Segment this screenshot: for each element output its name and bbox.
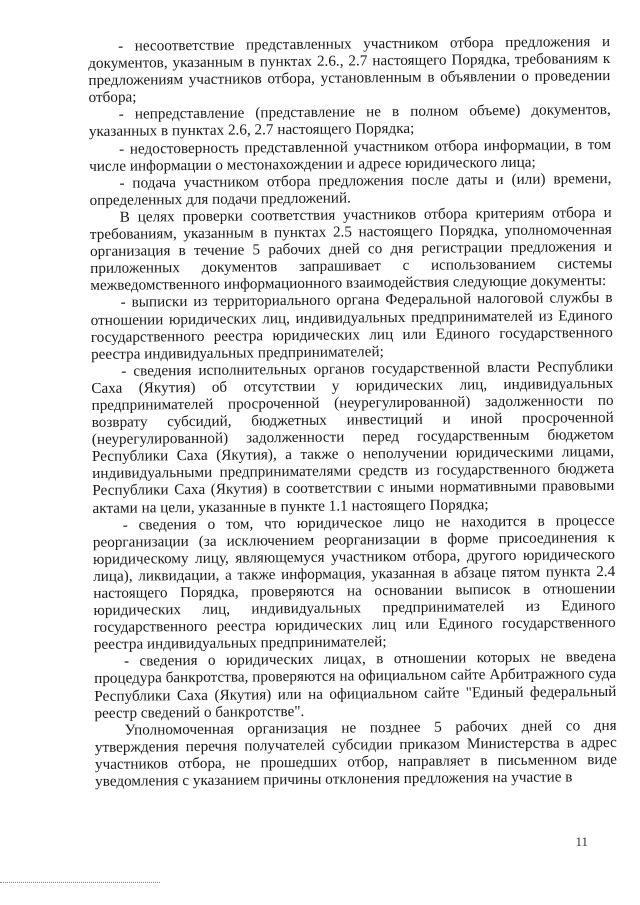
- paragraph: Уполномоченная организация не позднее 5 рабочих дней со дня утверждения перечня получателей субсидии приказом Министерства в адрес участников отбора, не прошедших отбор, направляет в письменном виде уведомления с указанием причины отклонения предложения на участие в: [94, 716, 618, 790]
- paragraph: - сведения о том, что юридическое лицо не находится в процессе реорганизации (за исключением реорганизации в форме присоединения к юридическому лицу, являющемуся участником отбора, другого юридического лица), ликвидации, а также информация, указанная в абзаце пятом пункта 2.4 настоящего Порядка, проверяются на основании выписок в отношении юридических лиц, индивидуальных предпринимателей из Единого государственного реестра юридических лиц или Единого государственного реестра индивидуальных предпринимателей;: [92, 511, 616, 654]
- paragraph: - подача участником отбора предложения после даты и (или) времени, определенных для подачи предложений.: [89, 169, 612, 209]
- paragraph: - сведения о юридических лицах, в отношении которых не введена процедура банкротства, проверяются на официальном сайте Арбитражного суда Республики Саха (Якутия) или на официальном сайте "Единый федеральный реестр сведений о банкротстве".: [94, 648, 617, 722]
- page-number: 11: [575, 834, 588, 849]
- document-body: [88, 33, 617, 790]
- paragraph: В целях проверки соответствия участников отбора критериям отбора и требованиям, указанным в пунктах 2.5 настоящего Порядка, уполномоченная организация в течение 5 рабочих дней со дня регистрации предложения и приложенных документов запрашивает с использованием системы межведомственного информационного взаимодействия следующие документы:: [89, 203, 613, 295]
- paragraph: - непредставление (представление не в полном объеме) документов, указанных в пунктах 2.6, 2.7 настоящего Порядка;: [88, 101, 611, 141]
- paragraph: - недостоверность представленной участником отбора информации, в том числе информации о местонахождении и адресе юридического лица;: [89, 135, 612, 175]
- scan-edge-divider: [0, 882, 160, 883]
- paragraph: - сведения исполнительных органов государственной власти Республики Саха (Якутия) об отсутствии у юридических лиц, индивидуальных предпринимателей просроченной (неурегулированной) задолженности по возврату субсидий, бюджетных инвестиций и иной просроченной (неурегулированной) задолженности перед государственным бюджетом Республики Саха (Якутия), а также о неполучении юридическими лицами, индивидуальными предпринимателями средств из государственного бюджета Республики Саха (Якутия) в соответствии с иными нормативными правовыми актами на цели, указанные в пункте 1.1 настоящего Порядка;: [91, 357, 615, 517]
- paragraph: - несоответствие представленных участником отбора предложения и документов, указанным в пунктах 2.6., 2.7 настоящего Порядка, требованиям к предложениям участников отбора, установленным в объявлении о проведении отбора;: [88, 32, 611, 107]
- paragraph: - выписки из территориального органа Федеральной налоговой службы в отношении юридических лиц, индивидуальных предпринимателей из Единого государственного реестра юридических лиц или Единого государственного реестра индивидуальных предпринимателей;: [90, 289, 613, 363]
